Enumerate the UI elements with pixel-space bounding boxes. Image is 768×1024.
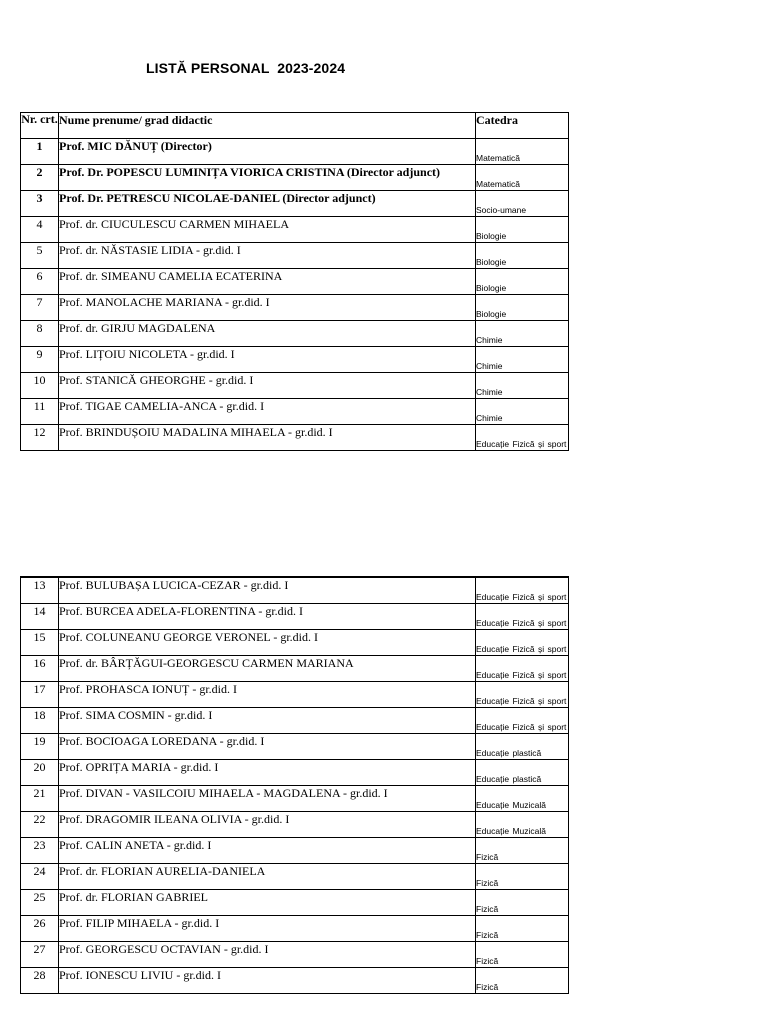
table-row	[21, 577, 569, 604]
staff-table-part-2	[20, 576, 569, 994]
row-number: 24	[21, 864, 59, 890]
row-number: 10	[21, 373, 59, 399]
catedra-cell: Biologie	[476, 295, 569, 321]
staff-name: Prof. SIMA COSMIN - gr.did. I	[59, 708, 476, 734]
table-row	[21, 734, 569, 760]
table-row	[21, 682, 569, 708]
staff-name: Prof. MANOLACHE MARIANA - gr.did. I	[59, 295, 476, 321]
table-row	[21, 812, 569, 838]
row-number: 4	[21, 217, 59, 243]
row-number: 19	[21, 734, 59, 760]
row-number: 11	[21, 399, 59, 425]
catedra-cell: Educație Muzicală	[476, 812, 569, 838]
staff-table-part-1	[20, 112, 569, 451]
page-title: LISTĂ PERSONAL 2023-2024	[146, 60, 346, 76]
catedra-cell: Biologie	[476, 217, 569, 243]
catedra-cell: Fizică	[476, 838, 569, 864]
row-number: 27	[21, 942, 59, 968]
staff-name: Prof. LIȚOIU NICOLETA - gr.did. I	[59, 347, 476, 373]
catedra-cell: Chimie	[476, 399, 569, 425]
catedra-cell: Fizică	[476, 968, 569, 994]
staff-name: Prof. Dr. POPESCU LUMINIȚA VIORICA CRISTINA (Director adjunct)	[59, 165, 476, 191]
catedra-cell: Educație Fizică și sport	[476, 425, 569, 451]
catedra-cell: Educație Fizică și sport	[476, 577, 569, 604]
staff-name: Prof. PROHASCA IONUȚ - gr.did. I	[59, 682, 476, 708]
table-row	[21, 373, 569, 399]
staff-name: Prof. BULUBAȘA LUCICA-CEZAR - gr.did. I	[59, 577, 476, 604]
row-number: 1	[21, 139, 59, 165]
header-nr: Nr. crt.	[21, 113, 59, 139]
row-number: 22	[21, 812, 59, 838]
row-number: 21	[21, 786, 59, 812]
staff-name: Prof. dr. SIMEANU CAMELIA ECATERINA	[59, 269, 476, 295]
catedra-cell: Chimie	[476, 347, 569, 373]
table-row	[21, 269, 569, 295]
row-number: 6	[21, 269, 59, 295]
row-number: 16	[21, 656, 59, 682]
table-row	[21, 165, 569, 191]
staff-name: Prof. dr. BÂRȚĂGUI-GEORGESCU CARMEN MARIANA	[59, 656, 476, 682]
catedra-cell: Educație plastică	[476, 760, 569, 786]
row-number: 28	[21, 968, 59, 994]
table-row	[21, 786, 569, 812]
staff-name: Prof. DRAGOMIR ILEANA OLIVIA - gr.did. I	[59, 812, 476, 838]
table-row	[21, 708, 569, 734]
table-row	[21, 656, 569, 682]
table-row	[21, 399, 569, 425]
table-row	[21, 321, 569, 347]
table-header-row	[21, 113, 569, 139]
row-number: 23	[21, 838, 59, 864]
catedra-cell: Fizică	[476, 864, 569, 890]
row-number: 18	[21, 708, 59, 734]
catedra-cell: Fizică	[476, 942, 569, 968]
row-number: 20	[21, 760, 59, 786]
catedra-cell: Educație Fizică și sport	[476, 682, 569, 708]
table-row	[21, 425, 569, 451]
staff-name: Prof. MIC DĂNUȚ (Director)	[59, 139, 476, 165]
table-row	[21, 295, 569, 321]
staff-name: Prof. dr. CIUCULESCU CARMEN MIHAELA	[59, 217, 476, 243]
staff-name: Prof. dr. GIRJU MAGDALENA	[59, 321, 476, 347]
catedra-cell: Biologie	[476, 243, 569, 269]
staff-name: Prof. TIGAE CAMELIA-ANCA - gr.did. I	[59, 399, 476, 425]
table-row	[21, 942, 569, 968]
staff-name: Prof. BURCEA ADELA-FLORENTINA - gr.did. I	[59, 604, 476, 630]
catedra-cell: Fizică	[476, 916, 569, 942]
catedra-cell: Educație Fizică și sport	[476, 708, 569, 734]
table-row	[21, 864, 569, 890]
row-number: 12	[21, 425, 59, 451]
row-number: 2	[21, 165, 59, 191]
row-number: 5	[21, 243, 59, 269]
catedra-cell: Biologie	[476, 269, 569, 295]
row-number: 14	[21, 604, 59, 630]
catedra-cell: Fizică	[476, 890, 569, 916]
staff-name: Prof. GEORGESCU OCTAVIAN - gr.did. I	[59, 942, 476, 968]
row-number: 3	[21, 191, 59, 217]
row-number: 9	[21, 347, 59, 373]
table-row	[21, 916, 569, 942]
catedra-cell: Educație Muzicală	[476, 786, 569, 812]
staff-name: Prof. dr. FLORIAN AURELIA-DANIELA	[59, 864, 476, 890]
table-row	[21, 191, 569, 217]
staff-name: Prof. FILIP MIHAELA - gr.did. I	[59, 916, 476, 942]
row-number: 15	[21, 630, 59, 656]
staff-name: Prof. BRINDUȘOIU MADALINA MIHAELA - gr.did. I	[59, 425, 476, 451]
table-row	[21, 630, 569, 656]
catedra-cell: Socio-umane	[476, 191, 569, 217]
row-number: 25	[21, 890, 59, 916]
table-row	[21, 890, 569, 916]
catedra-cell: Educație Fizică și sport	[476, 604, 569, 630]
catedra-cell: Matematică	[476, 165, 569, 191]
catedra-cell: Educație Fizică și sport	[476, 630, 569, 656]
catedra-cell: Educație plastică	[476, 734, 569, 760]
staff-name: Prof. DIVAN - VASILCOIU MIHAELA - MAGDALENA - gr.did. I	[59, 786, 476, 812]
header-catedra: Catedra	[476, 113, 569, 139]
catedra-cell: Chimie	[476, 373, 569, 399]
table-row	[21, 968, 569, 994]
staff-name: Prof. CALIN ANETA - gr.did. I	[59, 838, 476, 864]
staff-name: Prof. OPRIȚA MARIA - gr.did. I	[59, 760, 476, 786]
table-row	[21, 347, 569, 373]
catedra-cell: Matematică	[476, 139, 569, 165]
staff-name: Prof. COLUNEANU GEORGE VERONEL - gr.did. I	[59, 630, 476, 656]
staff-name: Prof. IONESCU LIVIU - gr.did. I	[59, 968, 476, 994]
catedra-cell: Educație Fizică și sport	[476, 656, 569, 682]
table-row	[21, 243, 569, 269]
header-name: Nume prenume/ grad didactic	[59, 113, 476, 139]
table-row	[21, 838, 569, 864]
staff-name: Prof. dr. NĂSTASIE LIDIA - gr.did. I	[59, 243, 476, 269]
row-number: 7	[21, 295, 59, 321]
staff-name: Prof. BOCIOAGA LOREDANA - gr.did. I	[59, 734, 476, 760]
table-row	[21, 760, 569, 786]
table-row	[21, 217, 569, 243]
row-number: 26	[21, 916, 59, 942]
staff-name: Prof. Dr. PETRESCU NICOLAE-DANIEL (Director adjunct)	[59, 191, 476, 217]
row-number: 8	[21, 321, 59, 347]
staff-name: Prof. dr. FLORIAN GABRIEL	[59, 890, 476, 916]
table-row	[21, 139, 569, 165]
row-number: 13	[21, 577, 59, 604]
table-row	[21, 604, 569, 630]
row-number: 17	[21, 682, 59, 708]
catedra-cell: Chimie	[476, 321, 569, 347]
staff-name: Prof. STANICĂ GHEORGHE - gr.did. I	[59, 373, 476, 399]
